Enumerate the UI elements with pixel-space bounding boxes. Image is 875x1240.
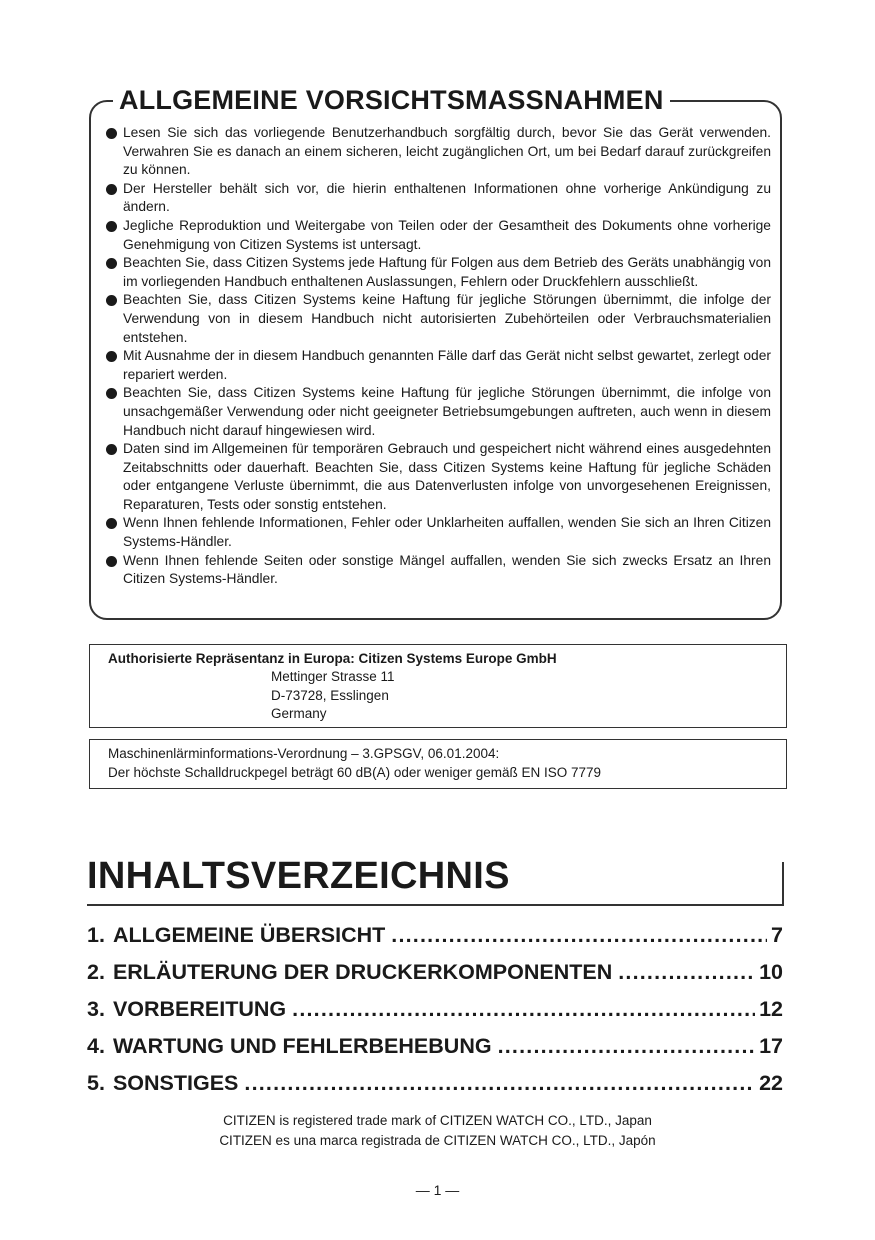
toc-entry-page: 7	[771, 923, 783, 947]
toc-leader-dots	[244, 1068, 755, 1098]
precaution-item: Mit Ausnahme der in diesem Handbuch genannten Fälle darf das Gerät nicht selbst gewartet, zerlegt oder repariert werden.	[105, 347, 771, 384]
toc-entry-page: 10	[759, 960, 783, 984]
precaution-item: Wenn Ihnen fehlende Seiten oder sonstige Mängel auffallen, wenden Sie sich zwecks Ersatz an Ihren Citizen Systems-Händler.	[105, 552, 771, 589]
bullet-icon	[106, 295, 117, 306]
bullet-icon	[106, 556, 117, 567]
toc-leader-dots	[391, 920, 767, 950]
toc-entry-title: WARTUNG UND FEHLERBEHEBUNG	[112, 1034, 492, 1058]
toc-entry-page: 17	[759, 1034, 783, 1058]
toc-entry-number: 1.	[87, 923, 105, 947]
toc-entry[interactable]	[87, 1068, 783, 1105]
page-number: — 1 —	[415, 1182, 460, 1198]
toc-entry[interactable]	[87, 957, 783, 994]
address-city: D-73728, Esslingen	[271, 687, 389, 703]
bullet-icon	[106, 351, 117, 362]
bullet-icon	[106, 518, 117, 529]
toc-entry-number: 4.	[87, 1034, 105, 1058]
bullet-icon	[106, 258, 117, 269]
toc-leader-dots	[498, 1031, 756, 1061]
toc-heading-underline	[87, 904, 784, 906]
toc-entry-page: 22	[759, 1071, 783, 1095]
toc-heading: INHALTSVERZEICHNIS	[87, 855, 510, 897]
bullet-icon	[106, 221, 117, 232]
toc-list	[87, 920, 783, 1105]
trademark-line-es: CITIZEN es una marca registrada de CITIZEN WATCH CO., LTD., Japón	[219, 1133, 656, 1148]
precaution-item: Beachten Sie, dass Citizen Systems keine Haftung für jegliche Störungen übernimmt, die infolge der Verwendung von in diesem Handbuch nicht autorisierten Zubehörteilen oder Verbrauchsmaterialien entstehen.	[105, 291, 771, 347]
precautions-title: ALLGEMEINE VORSICHTSMASSNAHMEN	[113, 82, 670, 118]
precaution-item: Der Hersteller behält sich vor, die hierin enthaltenen Informationen ohne vorherige Ankündigung zu ändern.	[105, 180, 771, 217]
precaution-item: Beachten Sie, dass Citizen Systems keine Haftung für jegliche Störungen übernimmt, die infolge von unsachgemäßer Verwendung oder nicht geeigneter Betriebsumgebungen auftreten, auch wenn in diesem Handbuch nicht darauf hingewiesen wird.	[105, 384, 771, 440]
toc-entry-number: 5.	[87, 1071, 105, 1095]
precaution-item: Wenn Ihnen fehlende Informationen, Fehler oder Unklarheiten auffallen, wenden Sie sich an Ihren Citizen Systems-Händler.	[105, 514, 771, 551]
toc-heading-bracket	[782, 862, 784, 906]
trademark-notice	[0, 1111, 875, 1151]
precautions-list	[105, 124, 771, 589]
precaution-item: Lesen Sie sich das vorliegende Benutzerhandbuch sorgfältig durch, bevor Sie das Gerät verwenden. Verwahren Sie es danach an einem sicheren, leicht zugänglichen Ort, um bei Bedarf darauf zurückgreifen zu können.	[105, 124, 771, 180]
noise-level-line: Der höchste Schalldruckpegel beträgt 60 dB(A) oder weniger gemäß EN ISO 7779	[108, 765, 602, 780]
representative-box	[89, 644, 787, 728]
toc-entry-title: SONSTIGES	[112, 1071, 239, 1095]
toc-leader-dots	[618, 957, 755, 987]
address-street: Mettinger Strasse 11	[271, 669, 395, 684]
precaution-item: Daten sind im Allgemeinen für temporären Gebrauch und gespeichert nicht während eines ausgedehnten Zeitabschnitts oder dauerhaft. Beachten Sie, dass Citizen Systems keine Haftung für jegliche Schäden oder entgangene Verluste übernimmt, die aus Datenverlusten infolge von unvorgesehenen Ereignissen, Reparaturen, Tests oder sonstig entstehen.	[105, 440, 771, 514]
bullet-icon	[106, 184, 117, 195]
toc-entry[interactable]	[87, 994, 783, 1031]
bullet-icon	[106, 388, 117, 399]
precaution-item: Jegliche Reproduktion und Weitergabe von Teilen oder der Gesamtheit des Dokuments ohne vorherige Genehmigung von Citizen Systems ist untersagt.	[105, 217, 771, 254]
precaution-item: Beachten Sie, dass Citizen Systems jede Haftung für Folgen aus dem Betrieb des Geräts unabhängig von im vorliegenden Handbuch enthaltenen Auslassungen, Fehlern oder Druckfehlern ausschließt.	[105, 254, 771, 291]
toc-entry-number: 3.	[87, 997, 105, 1021]
address-country: Germany	[271, 706, 327, 721]
toc-entry-number: 2.	[87, 960, 105, 984]
bullet-icon	[106, 128, 117, 139]
representative-title: Authorisierte Repräsentanz in Europa: Citizen Systems Europe GmbH	[108, 651, 557, 666]
noise-info-box	[89, 739, 787, 789]
toc-entry-page: 12	[759, 997, 783, 1021]
toc-entry[interactable]	[87, 1031, 783, 1068]
toc-entry-title: VORBEREITUNG	[112, 997, 287, 1021]
trademark-line-en: CITIZEN is registered trade mark of CITIZEN WATCH CO., LTD., Japan	[223, 1113, 652, 1128]
toc-leader-dots	[292, 994, 755, 1024]
toc-entry-title: ALLGEMEINE ÜBERSICHT	[112, 923, 386, 947]
bullet-icon	[106, 444, 117, 455]
noise-regulation-line: Maschinenlärminformations-Verordnung – 3.GPSGV, 06.01.2004:	[108, 746, 500, 761]
toc-entry-title: ERLÄUTERUNG DER DRUCKERKOMPONENTEN	[112, 960, 613, 984]
toc-entry[interactable]	[87, 920, 783, 957]
representative-address	[271, 668, 395, 724]
